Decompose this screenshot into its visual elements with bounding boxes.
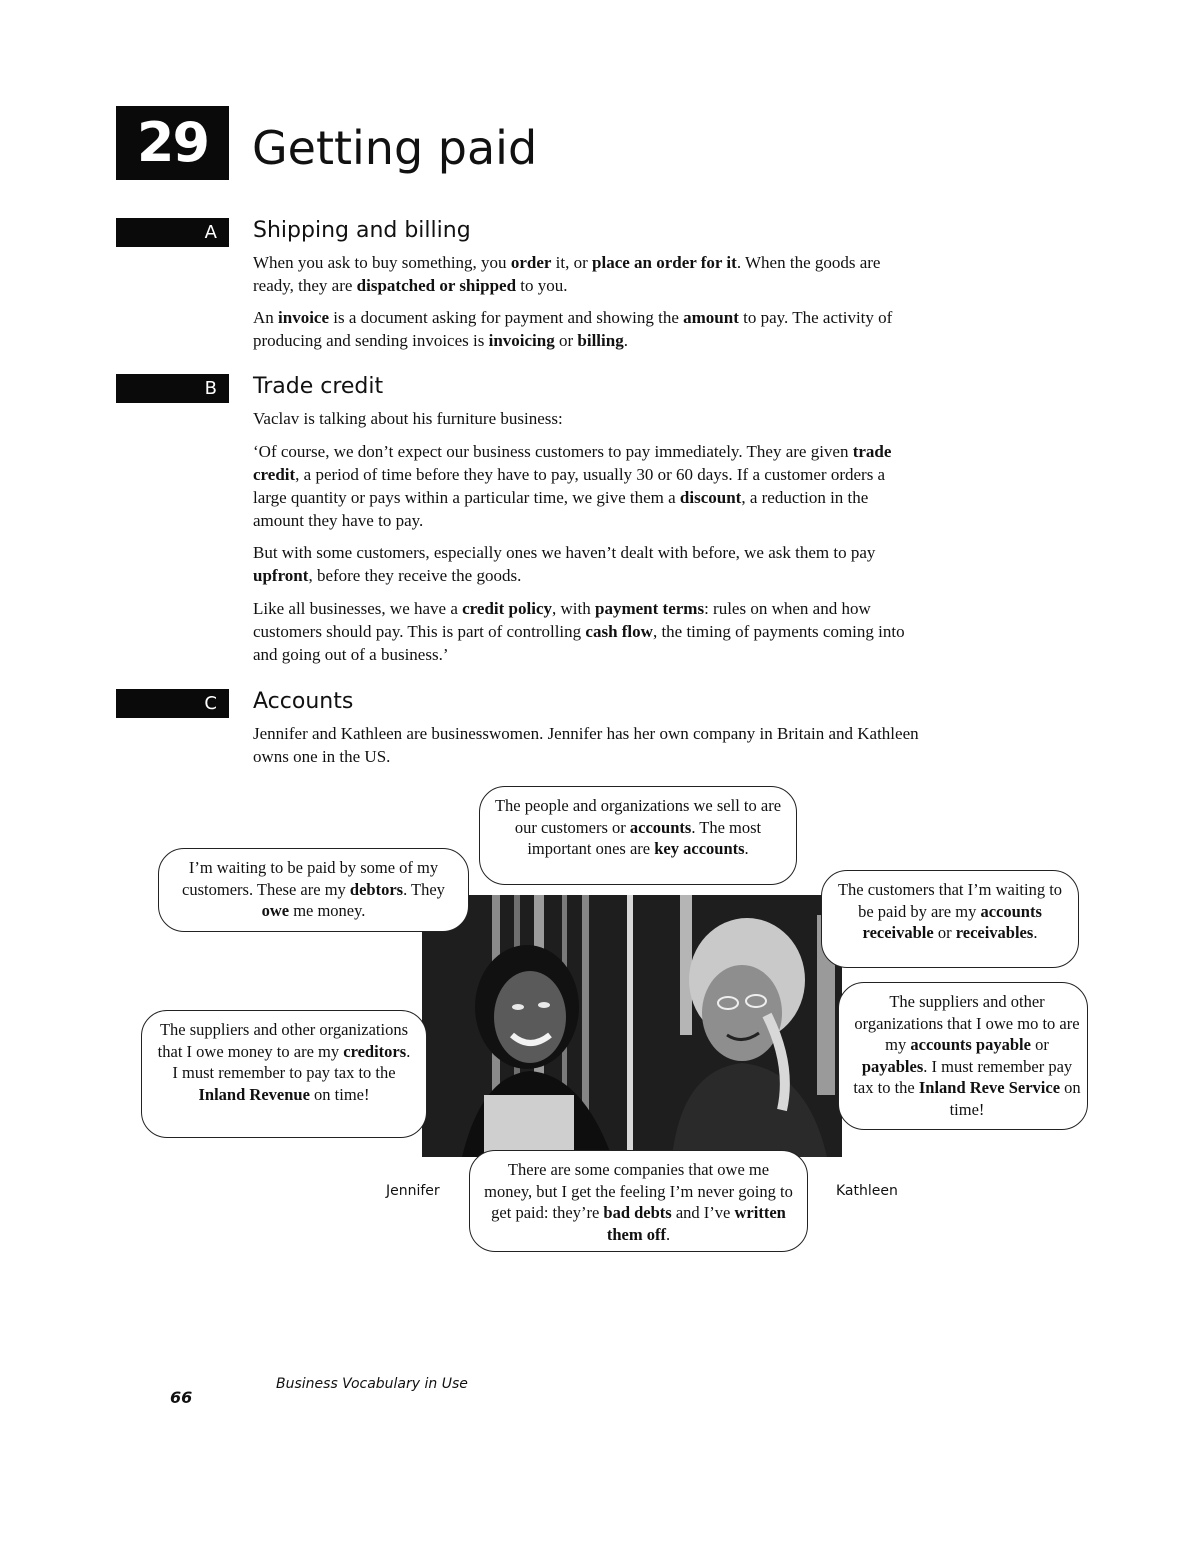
key-term: Inland Revenue	[198, 1084, 310, 1104]
key-term: place an order for it	[592, 253, 737, 272]
key-term: billing	[577, 331, 624, 350]
section-a-marker: A	[116, 218, 229, 247]
section-b-title: Trade credit	[253, 374, 384, 399]
section-b-marker: B	[116, 374, 229, 403]
key-term: upfront	[253, 566, 309, 585]
key-term: payables	[861, 1056, 924, 1076]
section-a-paragraph-1: When you ask to buy something, you order it, or place an order for it. When the goods are ready, they are dispatched or shipped to you.	[253, 253, 881, 295]
section-a-title: Shipping and billing	[253, 218, 471, 243]
footer-book-title: Business Vocabulary in Use	[276, 1376, 468, 1392]
speech-bubble-accounts-receivable: The customers that I’m waiting to be paid by are my accounts receivable or receivables.	[821, 870, 1079, 968]
key-term: credit policy	[462, 599, 553, 618]
key-term: invoice	[278, 308, 330, 327]
photo-illustration	[422, 895, 842, 1157]
key-term: accounts payable	[910, 1035, 1031, 1054]
speech-bubble-key-accounts: The people and organizations we sell to are our customers or accounts. The most important ones are key accounts.	[479, 786, 797, 885]
unit-number: 29	[116, 106, 229, 180]
key-term: receivables	[955, 923, 1034, 942]
key-term: bad debts	[603, 1203, 672, 1222]
speech-bubble-creditors: The suppliers and other organizations that I owe money to are my creditors. I must remember to pay tax to the Inland Revenue on time!	[141, 1010, 427, 1138]
key-term: amount	[683, 308, 739, 327]
section-b-paragraph-3: Like all businesses, we have a credit policy, with payment terms: rules on when and how customers should pay. This is part of controlling cash flow, the timing of payments coming into and going out of a business.’	[253, 599, 905, 664]
key-term: Service	[1008, 1078, 1061, 1097]
speech-bubble-debtors: I’m waiting to be paid by some of my customers. These are my debtors. They owe me money.	[158, 848, 469, 932]
section-b-paragraph-1: ‘Of course, we don’t expect our business customers to pay immediately. They are given trade credit, a period of time before they have to pay, usually 30 or 60 days. If a customer orders a large quantity or pays within a particular time, we give them a discount, a reduction in the amount they have to pay.	[253, 442, 892, 530]
section-b-paragraph-2: But with some customers, especially ones we haven’t dealt with before, we ask them to pay upfront, before they receive the goods.	[253, 543, 876, 585]
unit-title: Getting paid	[252, 121, 538, 175]
section-c-title: Accounts	[253, 689, 354, 714]
key-term: accounts receivable	[862, 901, 1042, 942]
key-term: dispatched or shipped	[356, 276, 517, 295]
caption-jennifer: Jennifer	[386, 1183, 440, 1199]
speech-bubble-accounts-payable: The suppliers and other organizations that I owe mo to are my accounts payable or payables. I must remember pay tax to the Inland Reve Service on time!	[838, 982, 1088, 1130]
section-c-intro: Jennifer and Kathleen are businesswomen. Jennifer has her own company in Britain and Kathleen owns one in the US.	[253, 724, 919, 766]
key-term: invoicing	[488, 331, 555, 350]
photo-jennifer-kathleen	[422, 895, 842, 1157]
key-term: payment terms	[595, 599, 705, 618]
section-c-marker: C	[116, 689, 229, 718]
key-term: cash flow	[585, 622, 653, 641]
speech-bubble-bad-debts: There are some companies that owe me money, but I get the feeling I’m never going to get paid: they’re bad debts and I’ve written them off.	[469, 1150, 808, 1252]
key-term: owe	[261, 901, 290, 920]
key-term: discount	[679, 488, 742, 507]
key-term: Inland Reve	[918, 1078, 1005, 1097]
key-term: written them off	[606, 1203, 786, 1244]
key-term: order	[510, 253, 552, 272]
key-term: trade credit	[253, 442, 892, 484]
caption-kathleen: Kathleen	[836, 1183, 898, 1199]
section-a-paragraph-2: An invoice is a document asking for payment and showing the amount to pay. The activity of producing and sending invoices is invoicing or billing.	[253, 308, 893, 350]
section-b-intro: Vaclav is talking about his furniture business:	[253, 409, 563, 428]
key-term: debtors	[349, 879, 404, 899]
page-number: 66	[170, 1388, 193, 1407]
key-term: key accounts	[654, 839, 745, 858]
key-term: creditors	[343, 1041, 407, 1061]
key-term: accounts	[629, 817, 692, 837]
